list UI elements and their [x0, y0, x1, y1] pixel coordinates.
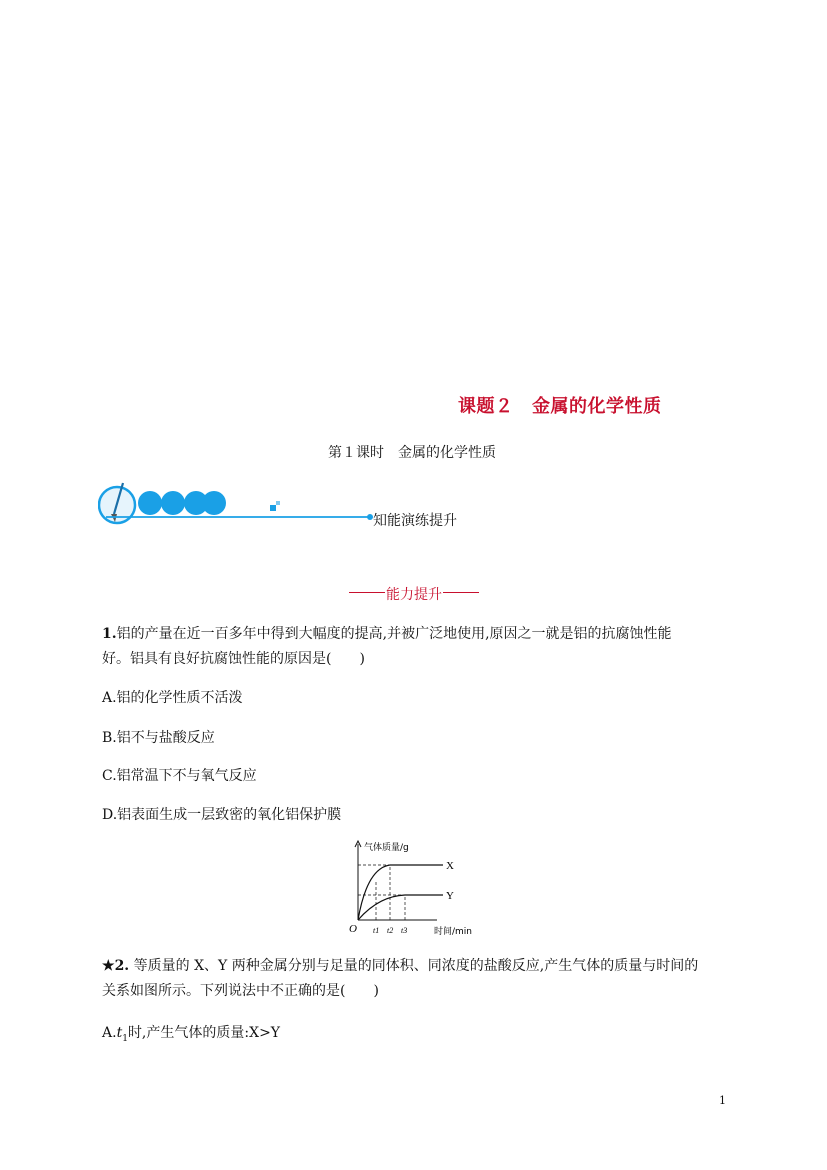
curve-x-label: X — [446, 860, 454, 872]
gas-mass-time-graph — [345, 838, 480, 940]
curve-y-label: Y — [446, 890, 454, 902]
lesson-subtitle: 第１课时 金属的化学性质 — [328, 445, 496, 461]
q1-option-b: B.铝不与盐酸反应 — [102, 730, 215, 746]
origin-label: O — [349, 923, 357, 935]
x-axis-label: 时间/min — [434, 927, 473, 937]
tick-t1: t1 — [373, 926, 380, 935]
q2-star: ★ — [102, 958, 115, 974]
q2-option-a-prefix: A. — [102, 1025, 117, 1041]
q1-number: 1. — [102, 626, 117, 642]
curve-y — [358, 895, 443, 920]
tick-t3: t3 — [401, 926, 408, 935]
q2-text-line2: 关系如图所示。下列说法中不正确的是( ) — [102, 983, 379, 999]
banner-dot-4 — [202, 491, 226, 515]
section-line-left — [349, 592, 385, 593]
q1-text-line2: 好。铝具有良好抗腐蚀性能的原因是( ) — [102, 651, 365, 667]
curve-x — [358, 865, 443, 920]
page-number: 1 — [719, 1094, 726, 1107]
banner-dot-2 — [161, 491, 185, 515]
q1-option-d: D.铝表面生成一层致密的氧化铝保护膜 — [102, 807, 342, 823]
y-axis-label: 气体质量/g — [364, 843, 409, 853]
q2-number: 2. — [114, 958, 130, 974]
section-label: 能力提升 — [386, 587, 442, 603]
section-line-right — [443, 592, 479, 593]
q2-option-a-rest: 时,产生气体的质量:X>Y — [127, 1025, 281, 1041]
q1-option-c: C.铝常温下不与氧气反应 — [102, 768, 257, 784]
lesson-title: 课题２ 金属的化学性质 — [458, 396, 662, 417]
q2-option-a — [102, 1022, 280, 1044]
question-2 — [102, 954, 742, 1004]
question-1 — [102, 622, 742, 672]
q1-text-line1: 铝的产量在近一百多年中得到大幅度的提高,并被广泛地使用,原因之一就是铝的抗腐蚀性能 — [116, 626, 672, 642]
q1-option-a: A.铝的化学性质不活泼 — [102, 690, 243, 706]
tick-t2: t2 — [387, 926, 394, 935]
small-square-icon — [270, 505, 276, 511]
q2-text-line1: 等质量的 X、Y 两种金属分别与足量的同体积、同浓度的盐酸反应,产生气体的质量与时间的 — [133, 958, 699, 974]
section-heading — [349, 584, 479, 602]
banner-label: 知能演练提升 — [373, 513, 457, 529]
q2-option-a-sub: 1 — [122, 1033, 128, 1044]
banner-dot-1 — [138, 491, 162, 515]
q2-option-a-var: t — [116, 1025, 123, 1041]
